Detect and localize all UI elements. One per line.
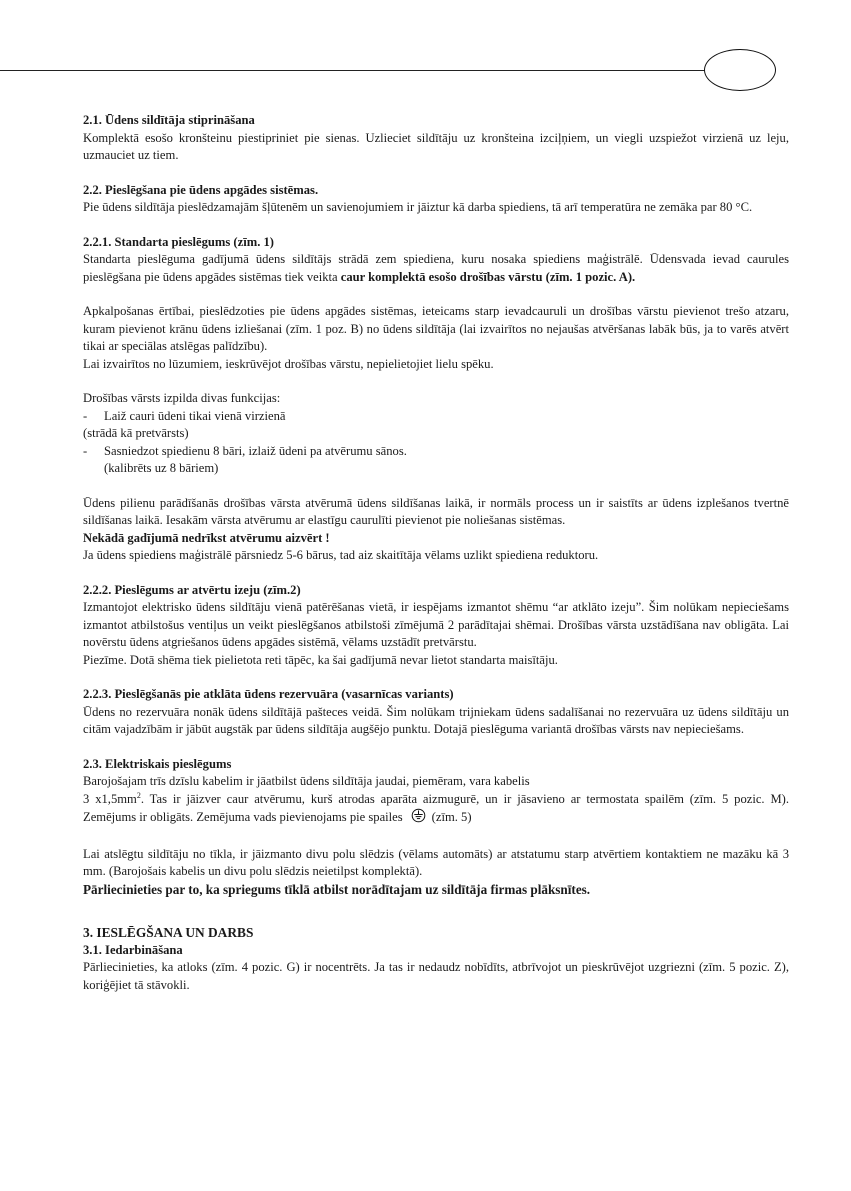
page-number-badge (704, 49, 776, 91)
voltage-check-warning: Pārliecinieties par to, ka spriegums tīklā atbilst norādītajam uz sildītāja firmas plāksnītes. (83, 881, 591, 897)
section-2-2-2-p1: Izmantojot elektrisko ūdens sildītāju vienā patērēšanas vietā, ir iespējams izmantot shēmu “ar atklāto izeju”. Šim nolūkam nepieciešams izmantot atbilstošus ventiļus un veikt pieslēgšanos atbilstoši zīmējumā 2 parādītajai shēmai. Drošības vārsta uzstādīšana nav obligāta. Lai novērstu ūdens atgriešanos ūdens apgādes sistēmā, vēlams uzstādīt pretvārstu. (83, 600, 789, 649)
section-2-1-body: Komplektā esošo kronšteinu piestipriniet pie sienas. Uzlieciet sildītāju uz kronšteina izciļņiem, un viegli uzspiežot virzienā uz leju, uzmauciet uz tiem. (83, 130, 789, 162)
ground-terminal-icon (411, 808, 426, 829)
section-2-2-1-heading: 2.2.1. Standarta pieslēgums (zīm. 1) (83, 234, 274, 249)
section-2-2-1-p4-intro: Drošības vārsts izpilda divas funkcijas: (83, 391, 281, 405)
section-2-2-1-p3: Lai izvairītos no lūzumiem, ieskrūvējot drošības vārstu, nepielietojiet lielu spēku. (83, 356, 494, 371)
section-3-1-heading: 3.1. Iedarbināšana (83, 942, 183, 957)
section-2-2-1-p7: Ja ūdens spiediens maģistrālē pārsniedz 5-6 bārus, tad aiz skaitītāja vēlams uzlikt spiediena reduktoru. (83, 548, 599, 562)
section-2-2-1-p1 (83, 251, 789, 286)
section-2-2-2-note: Piezīme. Dotā shēma tiek pielietota reti tāpēc, ka šai gadījumā nevar lietot standarta maisītāju. (83, 652, 558, 667)
section-2-3-p1-rest: . Tas ir jāizver caur atvērumu, kurš atrodas aparāta aizmugurē, un ir jāsavieno ar termostata spailēm (zīm. 5 pozic. M). Zemējums ir obligāts. Zemējuma vads pievienojams pie spailes (83, 791, 790, 825)
section-2-3-p1 (83, 791, 789, 829)
valve-function-item-1 (83, 408, 789, 426)
section-2-2-body (83, 199, 789, 217)
warning-do-not-close: Nekādā gadījumā nedrīkst atvērumu aizvērt ! (83, 530, 330, 545)
header-rule (0, 70, 708, 71)
cable-spec-superscript: 2 (136, 790, 141, 800)
section-2-2-heading: 2.2. Pieslēgšana pie ūdens apgādes sistēmas. (83, 182, 319, 197)
section-3-heading: 3. IESLĒGŠANA UN DARBS (83, 925, 254, 940)
section-2-1-heading: 2.1. Ūdens sildītāja stiprināšana (83, 113, 255, 127)
document-body (83, 112, 789, 994)
list-dash: - (83, 408, 88, 423)
section-2-2-1-p5: Ūdens pilienu parādīšanās drošības vārsta atvērumā ūdens sildīšanas laikā, ir normāls process un ir saistīts ar ūdens izplešanos tvertnē sildīšanas laikā. Iesakām vārsta atvērumu ar elastīgu caurulīti pievienot pie noliešanas sistēmas. (83, 495, 789, 527)
section-2-3-heading: 2.3. Elektriskais pieslēgums (83, 756, 232, 771)
list-dash: - (83, 443, 88, 458)
cable-spec: 3 x1,5mm (83, 791, 137, 806)
valve-function-item-2-note: (kalibrēts uz 8 bāriem) (104, 461, 219, 475)
section-2-2-2-heading: 2.2.2. Pieslēgums ar atvērtu izeju (zīm.2) (83, 582, 301, 597)
section-2-2-body-unit: °C. (735, 200, 753, 214)
valve-function-item-2 (83, 443, 789, 461)
section-3-1-p1: Pārliecinieties, ka atloks (zīm. 4 pozic. G) ir nocentrēts. Ja tas ir nedaudz nobīdīts, atbrīvojot un pieskrūvējot uzgriezni (zīm. 5 pozic. Z), koriģējiet tā stāvokli. (83, 960, 789, 992)
valve-function-item-1-text: Laiž cauri ūdeni tikai vienā virzienā (104, 408, 286, 423)
section-2-2-3-heading: 2.2.3. Pieslēgšanās pie atklāta ūdens rezervuāra (vasarnīcas variants) (83, 687, 454, 701)
section-2-2-1-p1-text: Standarta pieslēguma gadījumā ūdens sildītājs strādā zem spiediena, kuru nosaka spiediens maģistrālē. Ūdensvada ievad caurules pieslēgšana pie ūdens apgādes sistēmas tiek veikta (83, 252, 789, 284)
section-2-2-3-p1: Ūdens no rezervuāra nonāk ūdens sildītājā pašteces veidā. Šim nolūkam trijniekam ūdens sadalīšanai no rezervuāra uz ūdens sildītāju un citām vajadzībām ir jābūt augstāk par ūdens sildītāja augšējo punktu. Dotajā pieslēguma variantā drošības vārsts nav nepieciešams. (83, 704, 789, 736)
valve-function-item-1-note: (strādā kā pretvārsts) (83, 426, 189, 440)
section-2-2-1-p2: Apkalpošanas ērtībai, pieslēdzoties pie ūdens apgādes sistēmas, ieteicams starp ievadcauruli un drošības vārstu pievienot trešo atzaru, kuram pievienot krānu ūdens izliešanai (zīm. 1 poz. B) no ūdens sildītāja (lai izvairītos no nejaušas atvēršanas labāk būs, ja to varēs atvērt tikai ar speciālas atslēgas palīdzību). (83, 304, 789, 353)
section-2-2-1-p1-bold: caur komplektā esošo drošības vārstu (zīm. 1 pozic. A). (340, 269, 636, 284)
section-2-3-p1-ref: (zīm. 5) (431, 810, 472, 825)
section-2-2-body-text: Pie ūdens sildītāja pieslēdzamajām šļūtenēm un savienojumiem ir jāiztur kā darba spiediens, tā arī temperatūra ne zemāka par 80 (83, 200, 736, 214)
section-2-3-p1-line1: Barojošajam trīs dzīslu kabelim ir jāatbilst ūdens sildītāja jaudai, piemēram, vara kabelis (83, 774, 530, 788)
valve-function-item-2-text: Sasniedzot spiedienu 8 bāri, izlaiž ūdeni pa atvērumu sānos. (104, 443, 407, 458)
section-2-3-p2: Lai atslēgtu sildītāju no tīkla, ir jāizmanto divu polu slēdzis (vēlams automāts) ar atstatumu starp atvērtiem kontaktiem ne mazāku kā 3 mm. (Barojošais kabelis un divu polu slēdzis neietilpst komplektā). (83, 846, 789, 878)
